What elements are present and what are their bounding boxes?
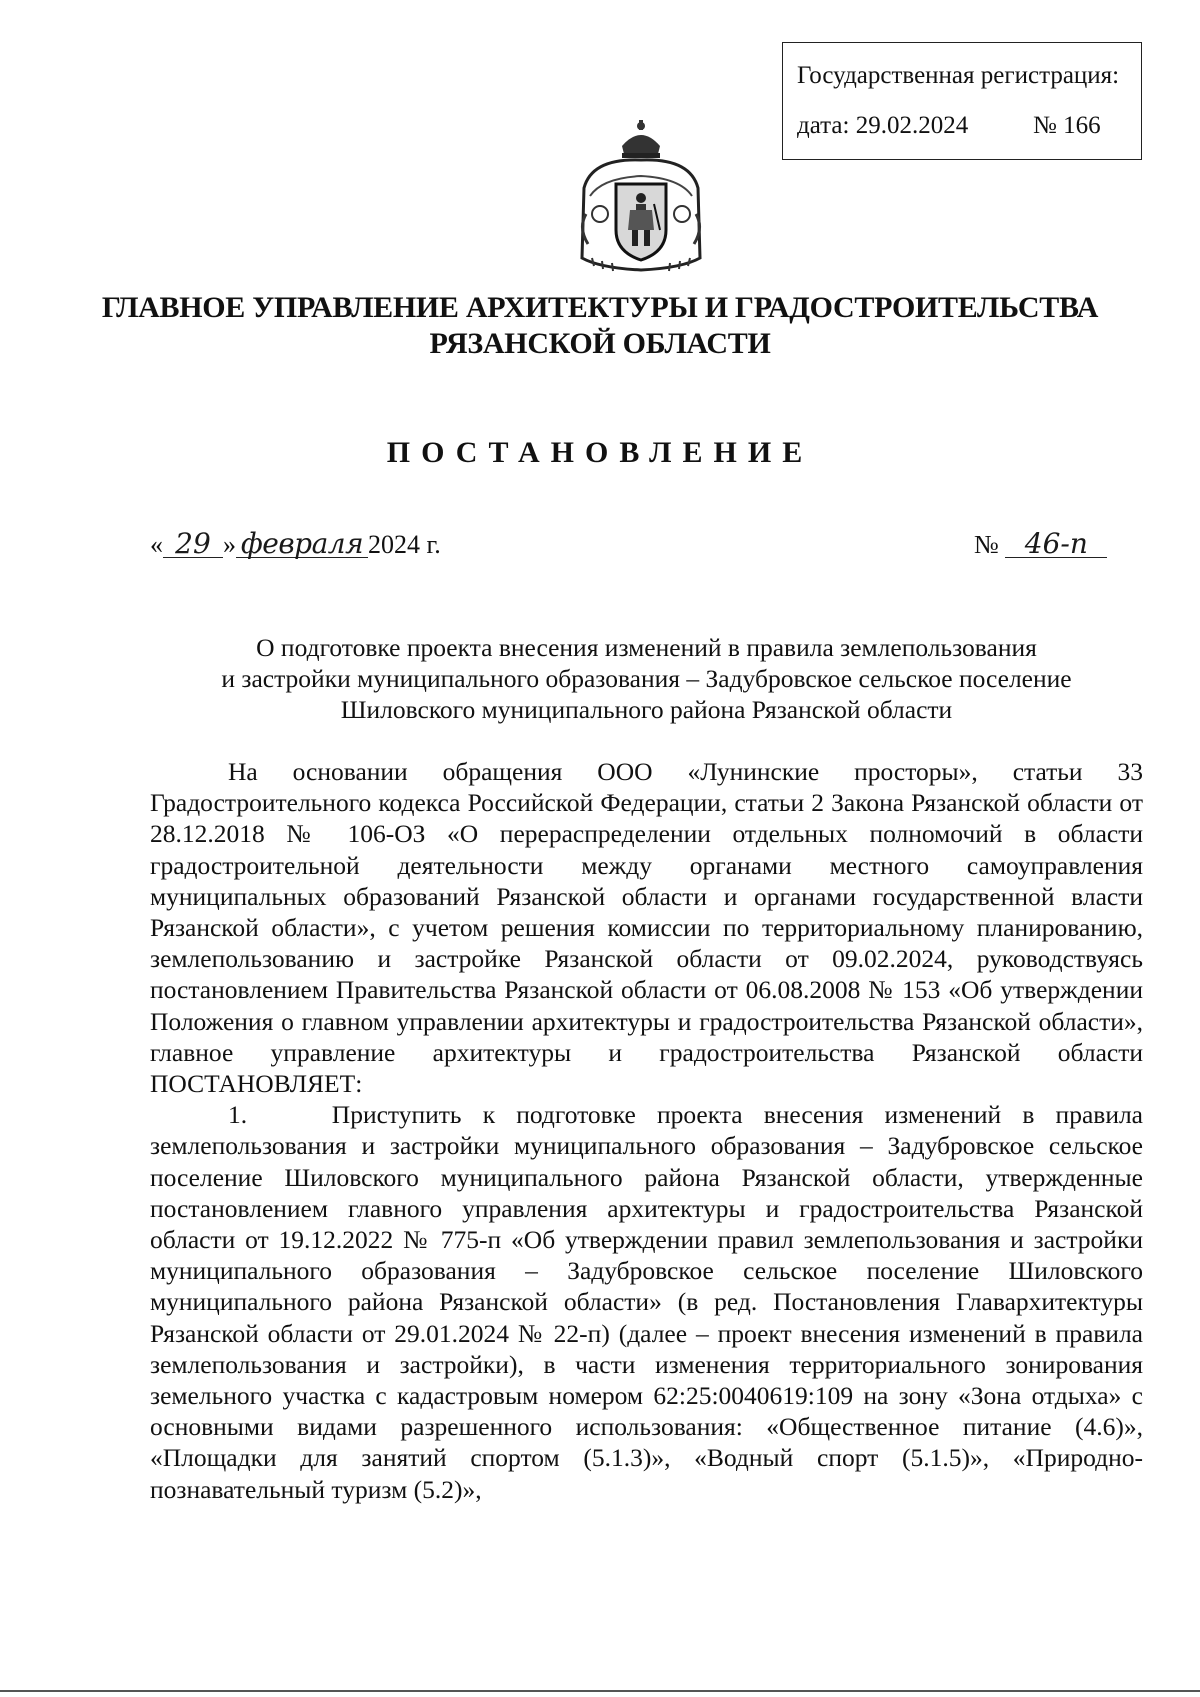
registration-number: № 166 — [1033, 112, 1101, 139]
preamble-paragraph: На основании обращения ООО «Лунинские просторы», статьи 33 Градостроительного кодекса Российской Федерации, статьи 2 Закона Рязанской области от 28.12.2018 № 106-ОЗ «О перераспределении отдельных полномочий в области градостроительной деятельности между органами местного самоуправления муниципальных образований Рязанской области и органами государственной власти Рязанской области», с учетом решения комиссии по территориальному планированию, землепользованию и застройке Рязанской области от 09.02.2024, руководствуясь постановлением Правительства Рязанской области от 06.08.2008 № 153 «Об утверждении Положения о главном управлении архитектуры и градостроительства Рязанской области», главное управление архитектуры и градостроительства Рязанской области ПОСТАНОВЛЯЕТ: — [150, 757, 1143, 1099]
title-line-3: Шиловского муниципального района Рязанской области — [340, 695, 953, 724]
number-label: № — [974, 530, 999, 559]
item-1-number: 1. — [228, 1100, 248, 1130]
organization-line-1: ГЛАВНОЕ УПРАВЛЕНИЕ АРХИТЕКТУРЫ И ГРАДОСТРОИТЕЛЬСТВА — [101, 291, 1099, 324]
organization-line-2: РЯЗАНСКОЙ ОБЛАСТИ — [429, 327, 771, 360]
handwritten-month: февраля — [236, 531, 368, 558]
document-title — [150, 632, 1143, 725]
handwritten-day: 29 — [163, 531, 223, 558]
title-line-2: и застройки муниципального образования – Задубровское сельское поселение — [221, 664, 1072, 693]
document-type: ПОСТАНОВЛЕНИЕ — [386, 436, 814, 469]
document-body — [150, 756, 1143, 1505]
document-number — [974, 527, 1107, 560]
registration-heading: Государственная регистрация: — [797, 62, 1120, 89]
registration-date: дата: 29.02.2024 — [797, 112, 969, 139]
date-year: 2024 г. — [368, 530, 441, 559]
page-bottom-edge — [0, 1690, 1200, 1692]
registration-stamp — [782, 42, 1142, 160]
date-open-quote: « — [150, 530, 163, 559]
handwritten-number: 46-п — [1005, 531, 1107, 558]
title-line-1: О подготовке проекта внесения изменений в правила землепользования — [256, 633, 1037, 662]
organization-name — [0, 290, 1200, 362]
item-1-paragraph — [150, 1099, 1143, 1505]
ryazan-coat-of-arms-icon — [572, 118, 710, 276]
date-close-quote: » — [223, 530, 236, 559]
document-date — [150, 527, 441, 560]
item-1-text: Приступить к подготовке проекта внесения изменений в правила землепользования и застройки муниципального образования – Задубровское сельское поселение Шиловского муниципального района Рязанской области, утвержденные постановлением главного управления архитектуры и градостроительства Рязанской области от 19.12.2022 № 775-п «Об утверждении правил землепользования и застройки муниципального образования – Задубровское сельское поселение Шиловского муниципального района Рязанской области» (в ред. Постановления Главархитектуры Рязанской области от 29.01.2024 № 22-п) (далее – проект внесения изменений в правила землепользования и застройки), в части изменения территориального зонирования земельного участка с кадастровым номером 62:25:0040619:109 на зону «Зона отдыха» с основными видами разрешенного использования: «Общественное питание (4.6)», «Площадки для занятий спортом (5.1.3)», «Водный спорт (5.1.5)», «Природно-познавательный туризм (5.2)», — [150, 1100, 1144, 1504]
